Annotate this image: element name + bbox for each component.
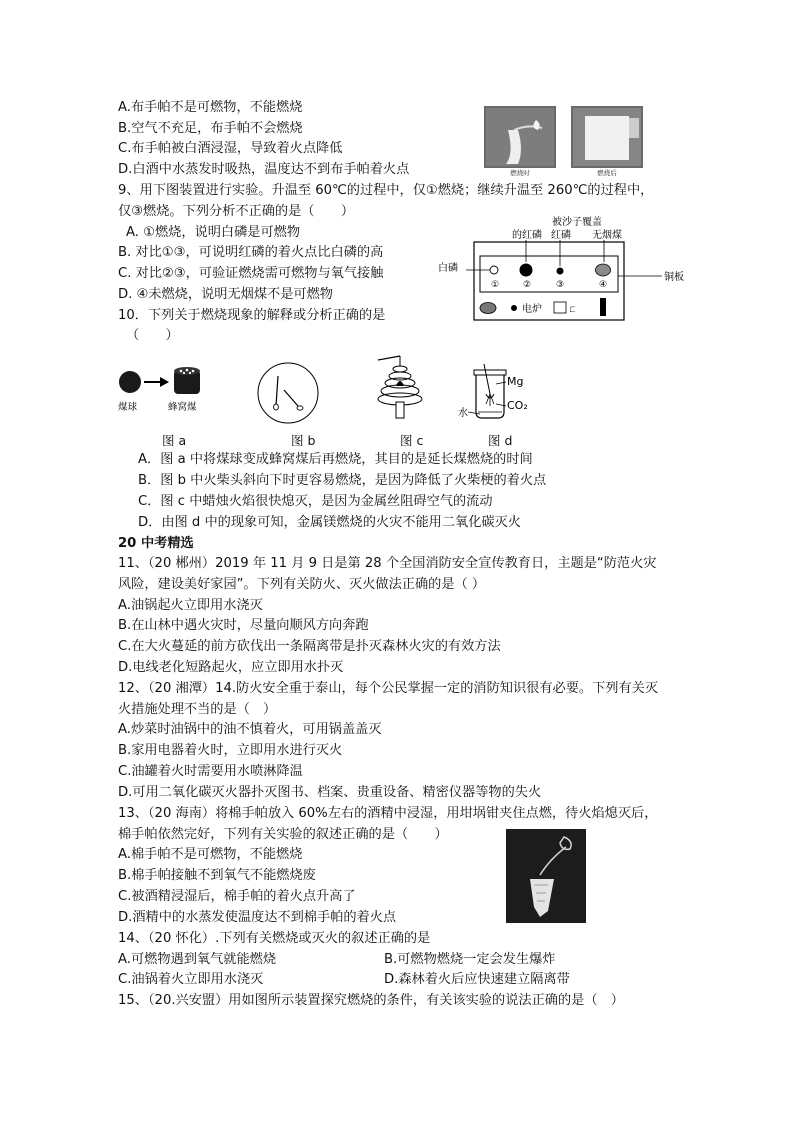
q9-option-b: B. 对比①③，可说明红磷的着火点比白磷的高 <box>118 245 384 260</box>
q14-stem: 14、（20 怀化）.下列有关燃烧或灭火的叙述正确的是 <box>118 931 431 946</box>
q12-stem-line2: 火措施处理不当的是（ ） <box>118 702 277 717</box>
q9-label-covered: 被沙子覆盖 <box>552 217 602 228</box>
q13-stem-line1: 13、（20 海南）将棉手帕放入 60%左右的酒精中浸湿，用坩埚钳夹住点燃，待火焰熄灭后， <box>118 806 658 821</box>
q10-option-c: C．图 c 中蜡烛火焰很快熄灭，是因为金属丝阻碍空气的流动 <box>138 494 493 509</box>
q9-apparatus-diagram <box>434 214 706 322</box>
q10-figure-a <box>116 360 216 418</box>
q9-label-red-phosphorus-covered: 的红磷 <box>512 230 542 241</box>
q9-label-furnace: 电炉 <box>522 304 542 315</box>
q14-option-d: D.森林着火后应快速建立隔离带 <box>384 972 570 987</box>
q12-option-d: D.可用二氧化碳灭火器扑灭图书、档案、贵重设备、精密仪器等物的失火 <box>118 785 542 800</box>
q9-stem-line1: 9、用下图装置进行实验。升温至 60℃的过程中，仅①燃烧；继续升温至 260℃的过程中， <box>118 183 654 198</box>
svg-text:ㄈ: ㄈ <box>568 305 578 315</box>
q9-stem-line2: 仅③燃烧。下列分析不正确的是（ ） <box>118 204 355 219</box>
q10-caption-a: 图 a <box>162 433 187 448</box>
q10-fig-a-label-coal-ball: 煤球 <box>118 402 138 413</box>
q13-option-d: D.酒精中的水蒸发使温度达不到棉手帕的着火点 <box>118 910 397 925</box>
q8-option-a: A.布手帕不是可燃物，不能燃烧 <box>118 100 303 115</box>
q13-photo-cotton-handkerchief <box>506 829 586 923</box>
q8-option-b: B.空气不充足，布手帕不会燃烧 <box>118 121 303 136</box>
q11-stem-line1: 11、（20 郴州）2019 年 11 月 9 日是第 28 个全国消防安全宣传教育日，主题是“防范火灾 <box>118 556 657 571</box>
q12-stem-line1: 12、（20 湘潭）14.防火安全重于泰山，每个公民掌握一定的消防知识很有必要。下列有关灭 <box>118 681 659 696</box>
q14-option-a: A.可燃物遇到氧气就能燃烧 <box>118 952 277 967</box>
q10-stem-line2: （ ） <box>126 328 179 343</box>
q9-option-d: D. ④未燃烧，说明无烟煤不是可燃物 <box>118 287 333 302</box>
q10-stem-line1: 10．下列关于燃烧现象的解释或分析正确的是 <box>118 308 386 323</box>
q13-option-c: C.被酒精浸湿后，棉手帕的着火点升高了 <box>118 889 356 904</box>
q11-stem-line2: 风险，建设美好家园”。下列有关防火、灭火做法正确的是（ ） <box>118 577 486 592</box>
q10-option-d: D．由图 d 中的现象可知，金属镁燃烧的火灾不能用二氧化碳灭火 <box>138 515 521 530</box>
q10-fig-d-label-co2: CO₂ <box>507 399 528 412</box>
q14-option-c: C.油锅着火立即用水浇灭 <box>118 972 264 987</box>
q13-stem-line2: 棉手帕依然完好，下列有关实验的叙述正确的是（ ） <box>118 827 448 842</box>
q10-figure-d <box>456 360 536 424</box>
q10-figure-c <box>374 352 430 428</box>
q8-option-d: D.白酒中水蒸发时吸热，温度达不到布手帕着火点 <box>118 162 410 177</box>
q9-slot-1: ① <box>491 280 500 290</box>
section-title: 20 中考精选 <box>118 536 194 551</box>
q11-option-b: B.在山林中遇火灾时，尽量向顺风方向奔跑 <box>118 618 369 633</box>
q13-option-a: A.棉手帕不是可燃物，不能燃烧 <box>118 847 303 862</box>
q8-photo-label-burning: 燃烧时 <box>510 169 530 176</box>
q10-fig-d-label-water: 水 <box>458 408 468 419</box>
q11-option-c: C.在大火蔓延的前方砍伐出一条隔离带是扑灭森林火灾的有效方法 <box>118 639 501 654</box>
q12-option-b: B.家用电器着火时，立即用水进行灭火 <box>118 743 343 758</box>
q11-option-d: D.电线老化短路起火，应立即用水扑灭 <box>118 660 344 675</box>
q8-photo-label-after: 燃烧后 <box>597 169 617 176</box>
q9-label-red-phosphorus: 红磷 <box>551 230 571 241</box>
q9-option-a: A. ①燃烧，说明白磷是可燃物 <box>126 225 301 240</box>
q10-figure-b <box>254 360 324 426</box>
q8-option-c: C.布手帕被白酒浸湿，导致着火点降低 <box>118 141 343 156</box>
q9-slot-4: ④ <box>599 280 608 290</box>
q9-slot-3: ③ <box>556 280 565 290</box>
q10-fig-a-label-honeycomb: 蜂窝煤 <box>168 402 197 413</box>
q10-caption-b: 图 b <box>291 433 316 448</box>
q10-caption-d: 图 d <box>488 433 513 448</box>
q15-stem: 15、（20.兴安盟）用如图所示装置探究燃烧的条件，有关该实验的说法正确的是（ ） <box>118 993 624 1008</box>
q12-option-a: A.炒菜时油锅中的油不慎着火，可用锅盖盖灭 <box>118 722 382 737</box>
q14-option-b: B.可燃物燃烧一定会发生爆炸 <box>384 952 556 967</box>
q9-label-copper-plate: 铜板 <box>664 272 684 283</box>
q13-option-b: B.棉手帕接触不到氧气不能燃烧废 <box>118 868 316 883</box>
q8-photo-after <box>571 106 643 176</box>
q12-option-c: C.油罐着火时需要用水喷淋降温 <box>118 764 303 779</box>
q9-slot-2: ② <box>523 280 532 290</box>
q9-option-c: C. 对比②③，可验证燃烧需可燃物与氧气接触 <box>118 266 384 281</box>
q10-fig-d-label-mg: Mg <box>507 375 524 388</box>
q9-label-anthracite: 无烟煤 <box>592 230 622 241</box>
q10-option-a: A．图 a 中将煤球变成蜂窝煤后再燃烧，其目的是延长煤燃烧的时间 <box>138 452 533 467</box>
q8-photo-burning <box>484 106 556 176</box>
q10-option-b: B．图 b 中火柴头斜向下时更容易燃烧，是因为降低了火柴梗的着火点 <box>138 473 547 488</box>
q10-caption-c: 图 c <box>400 433 424 448</box>
q9-label-white-phosphorus: 白磷 <box>438 263 458 274</box>
q11-option-a: A.油锅起火立即用水浇灭 <box>118 598 263 613</box>
